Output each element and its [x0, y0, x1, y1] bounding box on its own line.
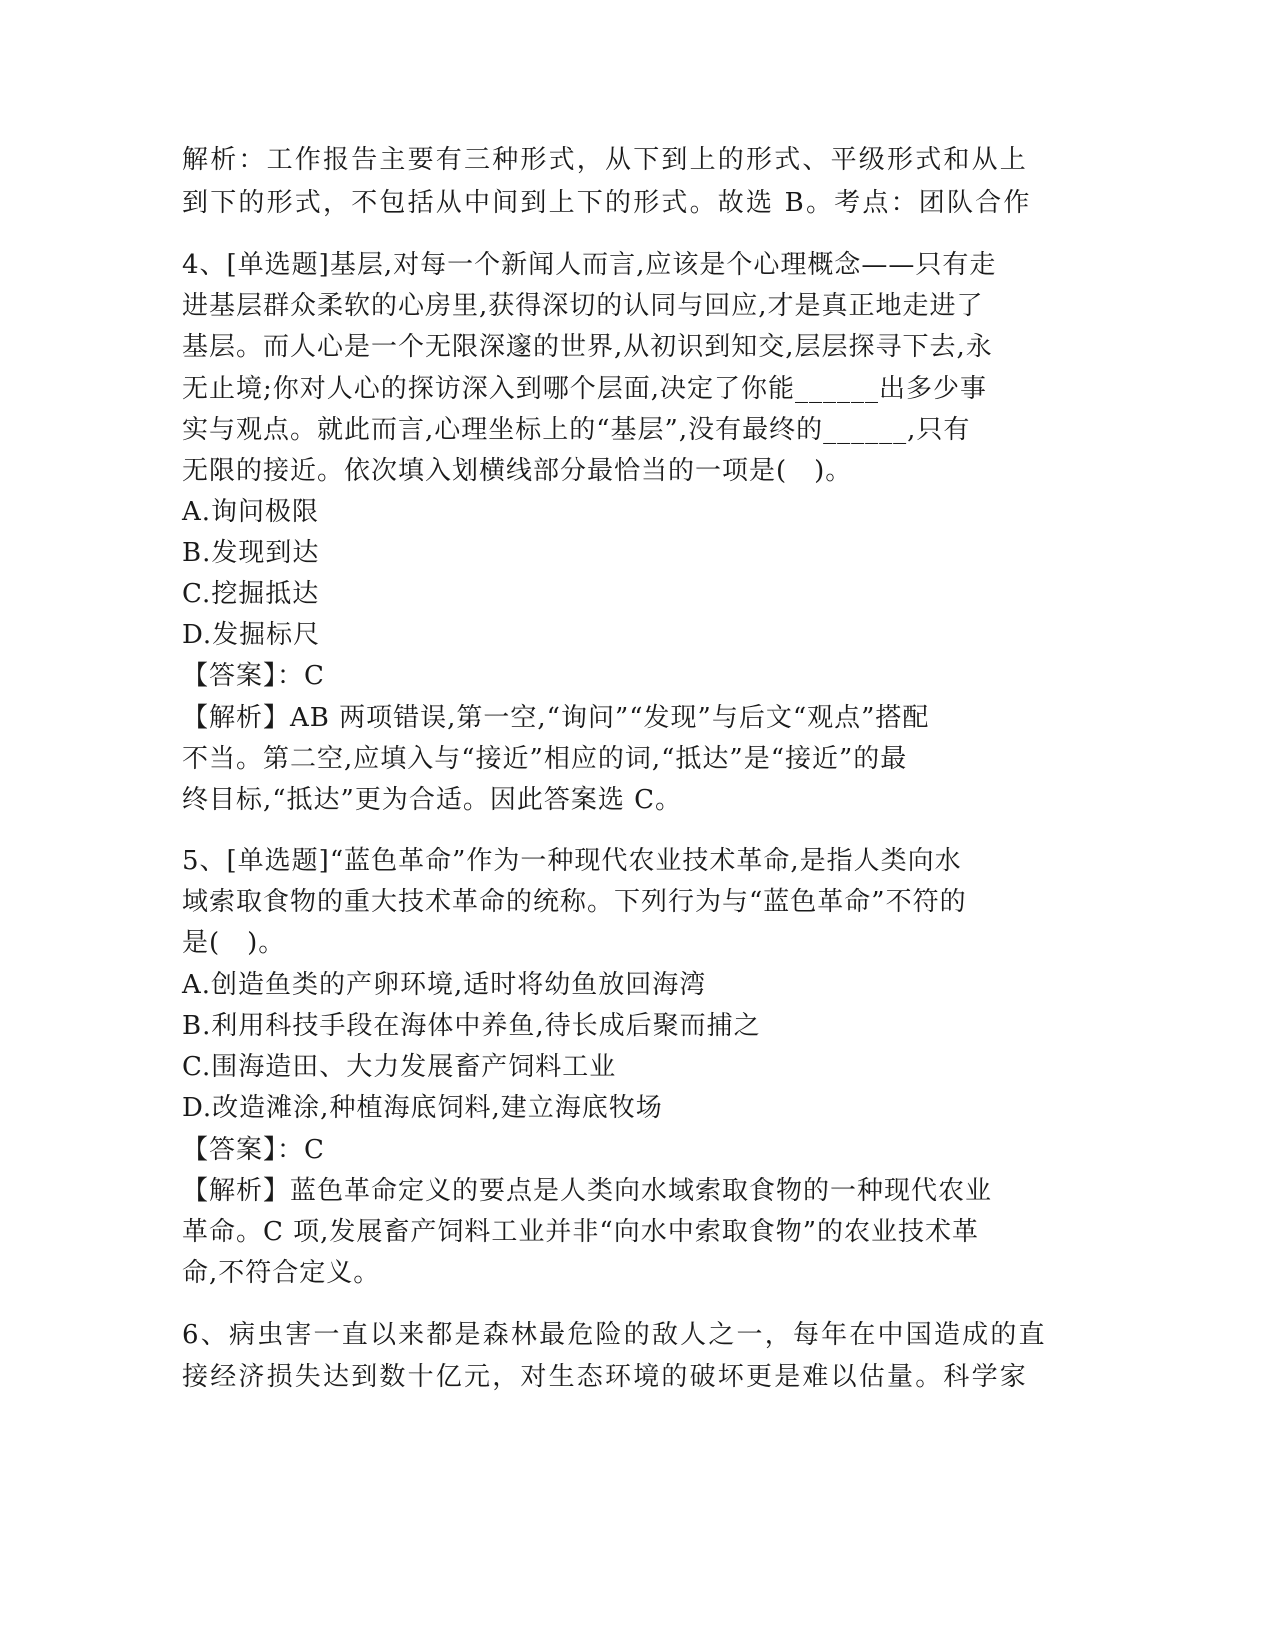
q6-stem-line-1: 6、病虫害一直以来都是森林最危险的敌人之一，每年在中国造成的直: [182, 1320, 1047, 1350]
q5-option-b: B.利用科技手段在海体中养鱼,待长成后聚而捕之: [182, 1011, 761, 1041]
q4-stem-line-2: 进基层群众柔软的心房里,获得深切的认同与回应,才是真正地走进了: [182, 291, 984, 321]
q4-analysis-line-1: 【解析】AB 两项错误,第一空,“询问”“发现”与后文“观点”搭配: [182, 703, 930, 733]
q5-analysis-line-2: 革命。C 项,发展畜产饲料工业并非“向水中索取食物”的农业技术革: [182, 1217, 980, 1247]
q4-option-d: D.发掘标尺: [182, 620, 321, 650]
q4-option-a: A.询问极限: [182, 497, 320, 527]
q6-stem-line-2: 接经济损失达到数十亿元，对生态环境的破坏更是难以估量。科学家: [182, 1362, 1029, 1392]
q5-option-c: C.围海造田、大力发展畜产饲料工业: [182, 1052, 617, 1082]
q4-stem-line-3: 基层。而人心是一个无限深邃的世界,从初识到知交,层层探寻下去,永: [182, 332, 993, 362]
q5-analysis-line-1: 【解析】蓝色革命定义的要点是人类向水域索取食物的一种现代农业: [182, 1176, 993, 1206]
q5-analysis-line-3: 命,不符合定义。: [182, 1258, 381, 1288]
q5-answer: 【答案】：C: [182, 1135, 325, 1165]
q3-analysis-line-1: 解析：工作报告主要有三种形式，从下到上的形式、平级形式和从上: [182, 145, 1029, 175]
q4-answer: 【答案】：C: [182, 661, 325, 691]
q5-stem-line-1: 5、[单选题]“蓝色革命”作为一种现代农业技术革命,是指人类向水: [182, 846, 962, 876]
q4-stem-line-6: 无限的接近。依次填入划横线部分最恰当的一项是( )。: [182, 456, 853, 486]
q5-option-d: D.改造滩涂,种植海底饲料,建立海底牧场: [182, 1093, 663, 1123]
q5-stem-line-3: 是( )。: [182, 928, 286, 958]
q3-analysis-line-2: 到下的形式，不包括从中间到上下的形式。故选 B。考点：团队合作: [182, 188, 1032, 218]
q4-option-c: C.挖掘抵达: [182, 579, 320, 609]
q4-analysis-line-3: 终目标,“抵达”更为合适。因此答案选 C。: [182, 785, 683, 815]
q4-stem-line-1: 4、[单选题]基层,对每一个新闻人而言,应该是个心理概念——只有走: [182, 250, 997, 280]
q5-option-a: A.创造鱼类的产卵环境,适时将幼鱼放回海湾: [182, 970, 707, 1000]
q5-stem-line-2: 域索取食物的重大技术革命的统称。下列行为与“蓝色革命”不符的: [182, 887, 967, 917]
q4-option-b: B.发现到达: [182, 538, 320, 568]
q4-stem-line-5: 实与观点。就此而言,心理坐标上的“基层”,没有最终的______,只有: [182, 415, 971, 445]
q4-stem-line-4: 无止境;你对人心的探访深入到哪个层面,决定了你能______出多少事: [182, 374, 988, 404]
q4-analysis-line-2: 不当。第二空,应填入与“接近”相应的词,“抵达”是“接近”的最: [182, 744, 908, 774]
